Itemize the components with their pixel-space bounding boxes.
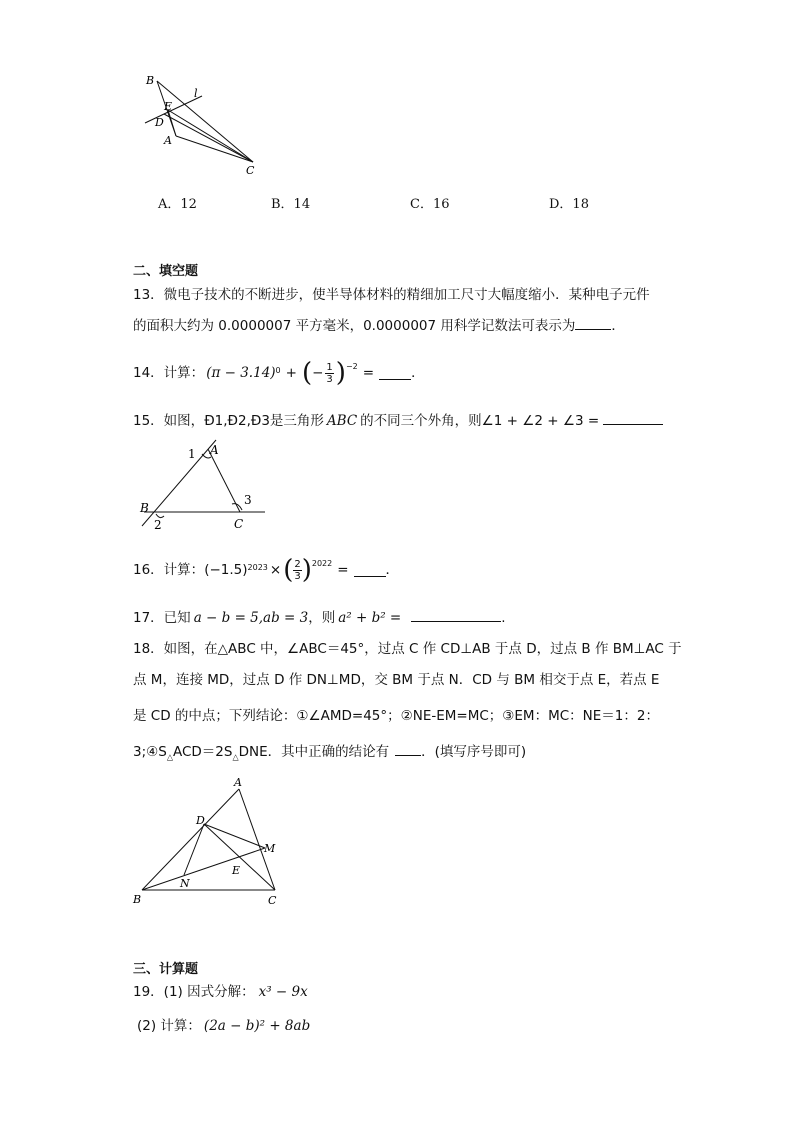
line-dc	[164, 114, 253, 162]
label-d: D	[196, 814, 205, 827]
q14-exp-a: 0	[275, 366, 281, 375]
q18-line3: 是 CD 的中点；下列结论：①∠AMD=45°；②NE-EM=MC；③EM：MC：NE＝1：2：	[133, 708, 659, 724]
q14: 14．计算： (π − 3.14) 0 + ( − $\frac{1}{3}$ ) $^{-2}$ = ．	[133, 358, 425, 388]
q17-expr: a² + b² =	[338, 610, 402, 626]
label-c: C	[268, 894, 277, 907]
q12-figure	[140, 70, 270, 180]
side-ab	[142, 789, 239, 890]
label-c: C	[234, 517, 244, 530]
q18-line2: 点 M，连接 MD，过点 D 作 DN⊥MD，交 BM 于点 N．CD 与 BM 相交于点 E，若点 E	[133, 672, 660, 688]
label-b: B	[140, 501, 149, 515]
q18-sub1: △	[166, 752, 173, 762]
q15	[133, 412, 663, 430]
q13-blank	[575, 317, 611, 330]
label-3: 3	[244, 493, 252, 507]
q14-fraction: $\frac{1}{3}$	[326, 361, 333, 385]
q18-sub2: △	[232, 752, 239, 762]
q19-p1-expr: x³ − 9x	[258, 984, 308, 1000]
q18-line1: 18．如图，在△ABC 中，∠ABC＝45°，过点 C 作 CD⊥AB 于点 D，过点 B 作 BM⊥AC 于	[133, 641, 682, 657]
label-l: l	[194, 87, 198, 100]
line-ab-extended	[142, 440, 216, 526]
q15-tri: ABC	[326, 413, 358, 429]
q18-blank	[395, 743, 421, 756]
q14-exp-b: −2	[345, 362, 358, 371]
q19-p2-expr: (2a − b)² + 8ab	[203, 1018, 311, 1034]
line-ec	[168, 110, 253, 162]
q18-line4-b: ACD＝2S	[172, 744, 233, 760]
section-title-calculation: 三、计算题	[133, 962, 199, 977]
segment-dn	[184, 824, 204, 875]
q17	[133, 609, 506, 627]
segment-bm	[142, 848, 265, 890]
label-b: B	[146, 74, 155, 87]
label-b: B	[133, 893, 142, 906]
q19-p2-prefix: (2) 计算：	[137, 1018, 201, 1034]
q17-prefix: 17．已知	[133, 610, 191, 626]
q19-part2	[137, 1017, 310, 1035]
q17-mid: ，则	[308, 610, 336, 626]
q12-option-c: C．16	[410, 197, 450, 212]
q14-prefix: 14．计算：	[133, 365, 205, 381]
q18-line4-d: ．(填写序号即可)	[421, 744, 527, 760]
q13-end: ．	[611, 318, 625, 334]
line-ac	[176, 136, 253, 162]
q16-blank	[354, 564, 386, 577]
q15-mid: 是三角形	[269, 413, 324, 429]
q15-angles: Ð1,Ð2,Ð3	[204, 413, 270, 429]
line-ac-extended	[208, 449, 240, 512]
q17-blank	[411, 609, 501, 622]
label-2: 2	[154, 518, 162, 530]
q16-times: ×	[269, 562, 282, 578]
q13-text: 的面积大约为 0.0000007 平方毫米，0.0000007 用科学记数法可表示为	[133, 318, 576, 334]
q15-suffix: 的不同三个外角，则∠1 + ∠2 + ∠3 =	[360, 413, 600, 429]
q12-option-b: B．14	[271, 197, 311, 212]
q15-figure	[132, 438, 272, 530]
label-n: N	[180, 877, 190, 890]
q16-prefix: 16．计算：	[133, 562, 205, 578]
label-a: A	[164, 134, 172, 147]
q12-option-d: D．18	[549, 197, 589, 212]
q14-end: ．	[411, 365, 425, 381]
q16: 16．计算： (−1.5) 2023 × ( $\frac{2}{3}$ ) $^{2022}$ = ．	[133, 555, 400, 585]
label-m: M	[264, 842, 276, 855]
label-e: E	[232, 864, 241, 877]
q13-line1: 13．微电子技术的不断进步，使半导体材料的精细加工尺寸大幅度缩小．某种电子元件	[133, 287, 650, 303]
q16-base: (−1.5)	[204, 562, 248, 578]
q14-sign: −	[312, 365, 324, 381]
q15-prefix: 15．如图，	[133, 413, 205, 429]
label-1: 1	[188, 447, 196, 461]
q16-eq: =	[337, 562, 349, 578]
q14-eq: =	[362, 365, 375, 381]
q18-figure	[128, 772, 288, 912]
q15-blank	[603, 412, 663, 425]
label-d: D	[155, 116, 164, 129]
q16-fraction: $\frac{2}{3}$	[294, 558, 301, 582]
label-e: E	[164, 100, 173, 113]
q16-exp2: 2022	[311, 559, 333, 568]
q14-expr-a: (π − 3.14)	[206, 365, 276, 381]
q18-line4	[133, 743, 526, 767]
q13-line2	[133, 317, 625, 335]
q18-line4-c: DNE．其中正确的结论有	[238, 744, 390, 760]
q19-p1-prefix: 19．(1) 因式分解：	[133, 984, 255, 1000]
label-c: C	[246, 164, 255, 177]
q12-option-a: A．12	[158, 197, 197, 212]
q17-condition: a − b = 5,ab = 3	[193, 610, 309, 626]
q19-part1	[133, 983, 308, 1001]
q14-plus: +	[285, 365, 297, 381]
label-a: A	[234, 776, 242, 789]
label-a: A	[210, 443, 219, 457]
q16-end: ．	[385, 562, 400, 578]
q16-exp1: 2023	[247, 563, 268, 572]
q18-line4-a: 3;④S	[133, 744, 167, 760]
section-title-fill-in: 二、填空题	[133, 264, 199, 279]
q14-blank	[379, 367, 411, 380]
q17-end: .	[501, 610, 506, 626]
